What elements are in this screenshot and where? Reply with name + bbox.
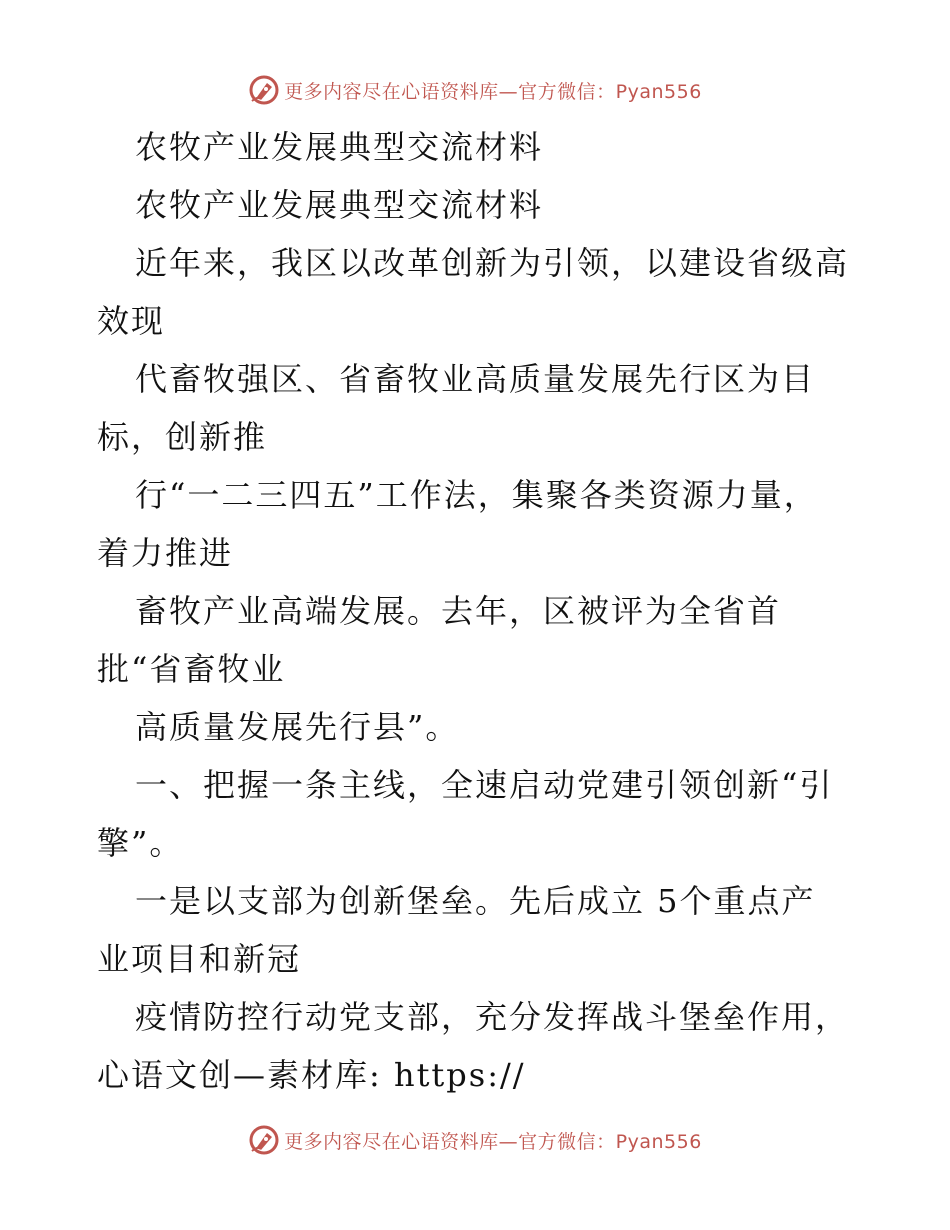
paragraph-line: 效现: [97, 302, 166, 340]
document-subtitle: 农牧产业发展典型交流材料: [135, 186, 544, 224]
section-heading-line: 一、把握一条主线，全速启动党建引领创新“引: [135, 766, 834, 804]
pen-nib-logo-icon: [248, 74, 280, 106]
paragraph-line: 高质量发展先行县”。: [135, 708, 460, 746]
paragraph-line: 标，创新推: [97, 418, 268, 456]
document-body: [97, 118, 857, 1104]
paragraph-line: 批“省畜牧业: [97, 650, 286, 688]
paragraph-line: 代畜牧强区、省畜牧业高质量发展先行区为目: [135, 360, 816, 398]
section-heading-line: 擎”。: [97, 824, 184, 862]
source-reference-line: 心语文创—素材库: https://: [97, 1056, 526, 1094]
pen-nib-logo-icon: [248, 1124, 280, 1156]
footer-watermark-text: 更多内容尽在心语资料库—官方微信：Pyan556: [284, 1130, 702, 1153]
document-title: 农牧产业发展典型交流材料: [135, 128, 544, 166]
paragraph-line: 近年来，我区以改革创新为引领，以建设省级高: [135, 244, 850, 282]
footer-watermark-banner: [0, 1120, 950, 1160]
paragraph-line: 着力推进: [97, 534, 234, 572]
header-watermark-banner: [0, 70, 950, 110]
paragraph-line: 疫情防控行动党支部，充分发挥战斗堡垒作用，: [135, 998, 850, 1036]
paragraph-line: 业项目和新冠: [97, 940, 302, 978]
header-watermark-text: 更多内容尽在心语资料库—官方微信：Pyan556: [284, 80, 702, 103]
paragraph-line: 行“一二三四五”工作法，集聚各类资源力量，: [135, 476, 818, 514]
paragraph-line: 一是以支部为创新堡垒。先后成立 5个重点产: [135, 882, 816, 920]
paragraph-line: 畜牧产业高端发展。去年，区被评为全省首: [135, 592, 782, 630]
